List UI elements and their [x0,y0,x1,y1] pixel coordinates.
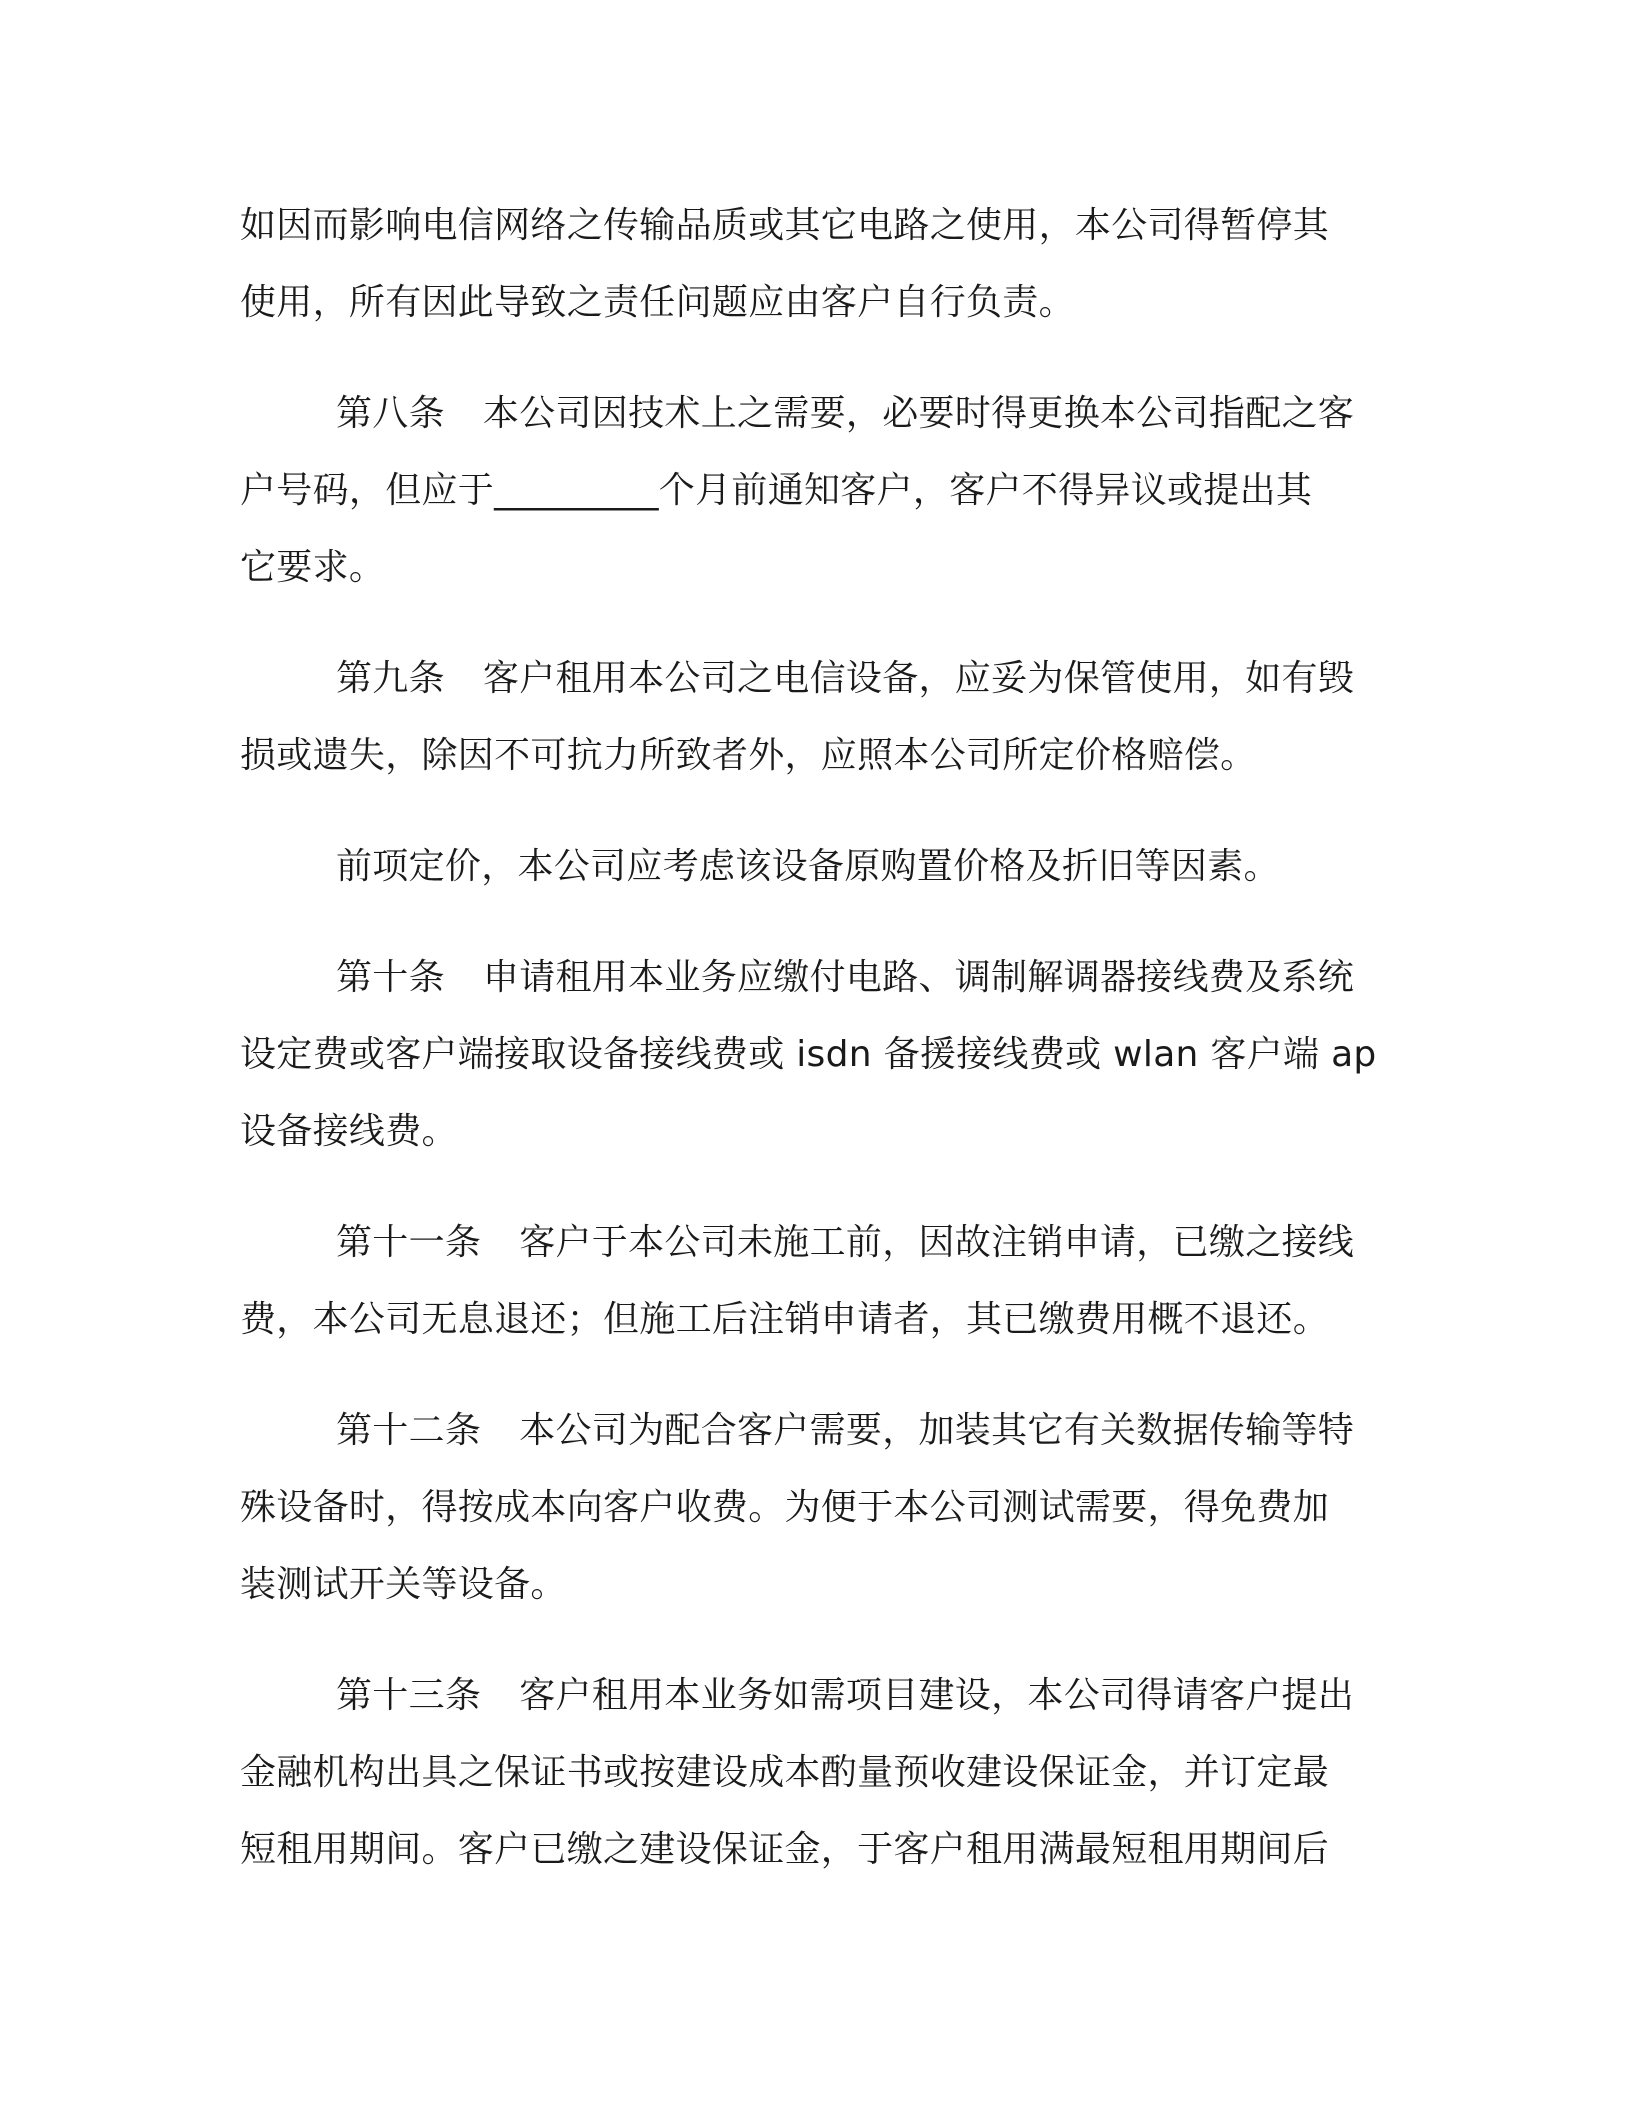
article-label: 第九条 [336,658,445,699]
text-line: 如因而影响电信网络之传输品质或其它电路之使用，本公司得暂停其 [240,205,1330,246]
paragraph-continued [240,187,1390,341]
article-text: 本公司因技术上之需要，必要时得更换本公司指配之客 [482,393,1355,434]
document-body [240,187,1390,1922]
article-12 [240,1392,1390,1623]
text-line: 殊设备时，得按成本向客户收费。为便于本公司测试需要，得免费加 [240,1487,1330,1528]
text-line [240,1657,1390,1734]
text-line: 设备接线费。 [240,1111,458,1152]
text-line: 金融机构出具之保证书或按建设成本酌量预收建设保证金，并订定最 [240,1752,1330,1793]
text-line [240,1204,1390,1281]
text-line [240,939,1390,1016]
article-11 [240,1204,1390,1358]
article-label: 第十条 [336,957,445,998]
text-line [240,640,1390,717]
article-text: 申请租用本业务应缴付电路、调制解调器接线费及系统 [482,957,1355,998]
article-text: 本公司为配合客户需要，加装其它有关数据传输等特 [519,1410,1355,1451]
article-text: 客户租用本业务如需项目建设，本公司得请客户提出 [519,1675,1355,1716]
text-line: 户号码，但应于_________个月前通知客户，客户不得异议或提出其 [240,470,1313,511]
article-8 [240,375,1390,606]
text-line: 使用，所有因此导致之责任问题应由客户自行负责。 [240,282,1075,323]
text-line: 设定费或客户端接取设备接线费或 isdn 备援接线费或 wlan 客户端 ap [240,1034,1377,1075]
text-line: 短租用期间。客户已缴之建设保证金，于客户租用满最短租用期间后 [240,1829,1330,1870]
article-label: 第十三条 [336,1675,482,1716]
article-text: 客户于本公司未施工前，因故注销申请，已缴之接线 [519,1222,1355,1263]
text-line [240,1392,1390,1469]
article-label: 第十一条 [336,1222,482,1263]
article-9-pricing [240,828,1390,905]
article-text: 客户租用本公司之电信设备，应妥为保管使用，如有毁 [482,658,1355,699]
article-label: 第八条 [336,393,445,434]
article-10 [240,939,1390,1170]
article-13 [240,1657,1390,1888]
article-9 [240,640,1390,794]
text-line: 它要求。 [240,547,386,588]
text-line: 前项定价，本公司应考虑该设备原购置价格及折旧等因素。 [336,846,1280,887]
text-line [240,375,1390,452]
text-line: 损或遗失，除因不可抗力所致者外，应照本公司所定价格赔偿。 [240,735,1257,776]
text-line: 装测试开关等设备。 [240,1564,567,1605]
article-label: 第十二条 [336,1410,482,1451]
text-line: 费，本公司无息退还；但施工后注销申请者，其已缴费用概不退还。 [240,1299,1330,1340]
